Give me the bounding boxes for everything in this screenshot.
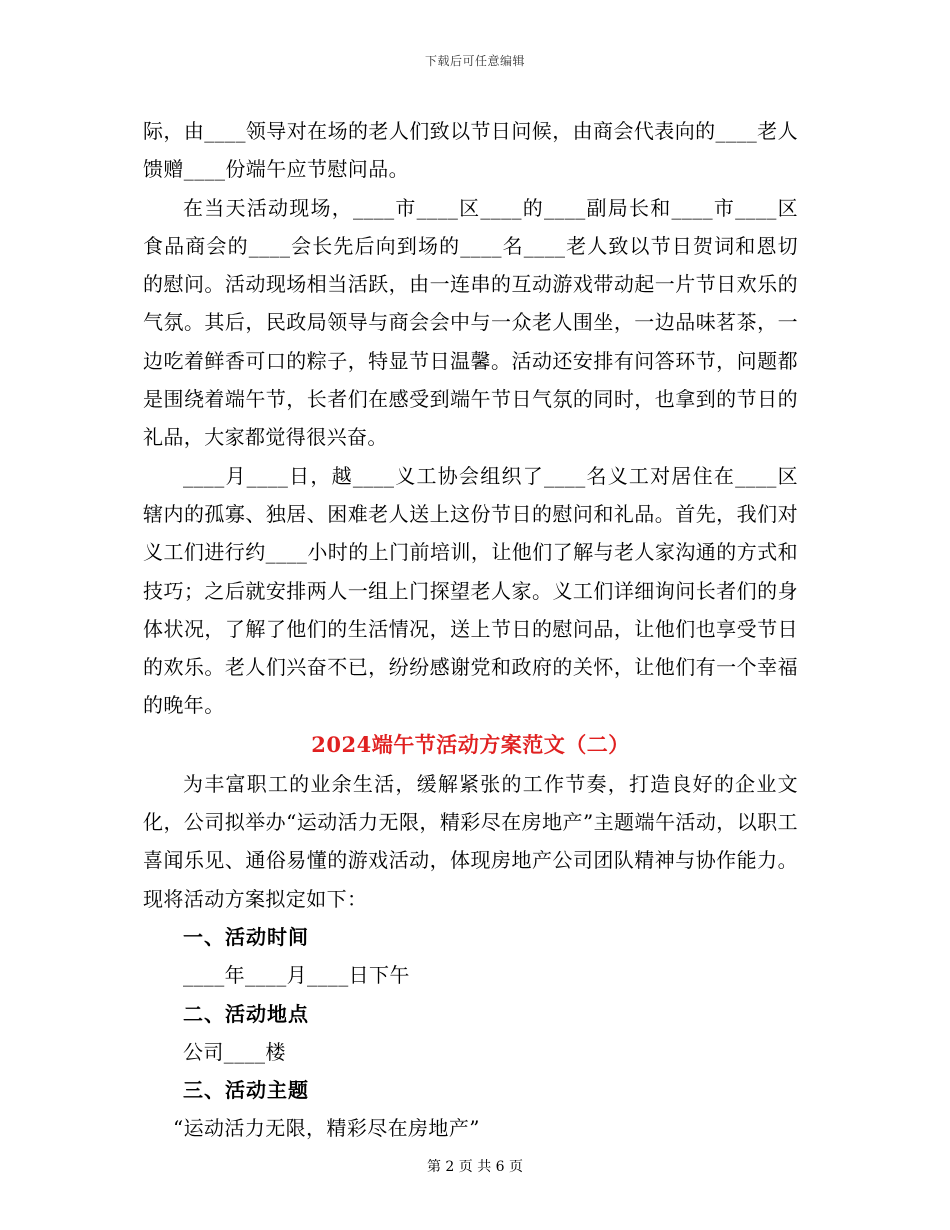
page-number: 第 2 页 共 6 页 — [426, 1159, 524, 1175]
item-body: “运动活力无限，精彩尽在房地产” — [173, 1116, 480, 1141]
page-header: 下载后可任意编辑 — [424, 54, 525, 68]
section-title: 2024端午节活动方案范文（二） — [311, 731, 630, 757]
section-intro: 为丰富职工的业余生活，缓解紧张的工作节奏，打造良好的企业文化，公司拟举办“运动活力无限，精彩尽在房地产”主题端午活动，以职工喜闻乐见、通俗易懂的游戏活动，体现房地产公司团队精神与协作能力。现将活动方案拟定如下： — [143, 771, 798, 911]
body-paragraph: 在当天活动现场，____市____区____的____副局长和____市____区食品商会的____会长先后向到场的____名____老人致以节日贺词和恩切的慰问。活动现场相当活跃，由一连串的互动游戏带动起一片节日欢乐的气氛。其后，民政局领导与商会会中与一众老人围坐，一边品味茗茶，一边吃着鲜香可口的粽子，特显节日温馨。活动还安排有问答环节，问题都是围绕着端午节，长者们在感受到端午节日气氛的同时，也拿到的节日的礼品，大家都觉得很兴奋。 — [143, 195, 798, 450]
item-body: ____年____月____日下午 — [183, 963, 410, 988]
body-paragraph: 际，由____领导对在场的老人们致以节日问候，由商会代表向的____老人馈赠____份端午应节慰问品。 — [143, 119, 798, 182]
item-body: 公司____楼 — [183, 1039, 286, 1064]
item-heading: 一、活动时间 — [183, 924, 309, 949]
body-paragraph: ____月____日，越____义工协会组织了____名义工对居住在____区辖内的孤寡、独居、困难老人送上这份节日的慰问和礼品。首先，我们对义工们进行约____小时的上门前培训，让他们了解与老人家沟通的方式和技巧；之后就安排两人一组上门探望老人家。义工们详细询问长者们的身体状况，了解了他们的生活情况，送上节日的慰问品，让他们也享受节日的欢乐。老人们兴奋不已，纷纷感谢党和政府的关怀，让他们有一个幸福的晚年。 — [143, 463, 798, 718]
item-heading: 二、活动地点 — [183, 1001, 309, 1026]
item-heading: 三、活动主题 — [183, 1078, 309, 1103]
document-body — [143, 112, 798, 1148]
